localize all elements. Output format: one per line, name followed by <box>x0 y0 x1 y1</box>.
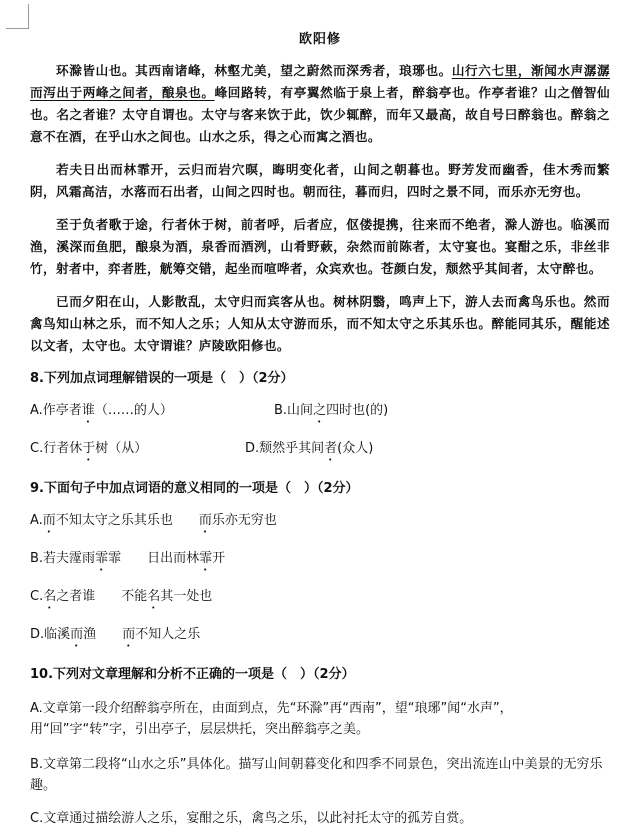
q9-c-dotted-2: 名 <box>147 589 161 604</box>
q9-option-a <box>30 512 610 536</box>
q8-a-dotted: 谁 <box>81 403 95 418</box>
q10-option-b: B.文章第二段将“山水之乐”具体化。描写山间朝暮变化和四季不同景色，突出流连山中美景的无穷乐趣。 <box>30 757 603 793</box>
q10-option-c: C.文章通过描绘游人之乐，宴酣之乐，禽鸟之乐，以此衬托太守的孤芳自赏。 <box>30 811 473 826</box>
q9-option-c <box>30 588 610 612</box>
q9-b-pre: B.若夫霪雨 <box>30 551 96 566</box>
q10-option-a: A.文章第一段介绍醉翁亭所在，由面到点，先“环滁”再“西南”，望“琅琊”闻“水声”，用“回”字“转”字，引出亭子，层层烘托，突出醉翁亭之美。 <box>30 701 513 737</box>
q9-c-post: 其一处也 <box>160 589 213 604</box>
q8-option-c <box>30 440 245 464</box>
q9-d-dotted-1: 而 <box>70 627 84 642</box>
passage-paragraph-1 <box>30 60 610 148</box>
q9-a-dotted-1: 而 <box>42 513 56 528</box>
q9-b-post: 开 <box>212 551 226 566</box>
q9-b-mid: 霏 日出而林 <box>108 551 200 566</box>
passage-paragraph-4: 已而夕阳在山，人影散乱，太守归而宾客从也。树林阴翳，鸣声上下，游人去而禽鸟乐也。然而禽鸟知山林之乐，而不知人之乐；人知从太守游而乐，而不知太守之乐其乐也。醉能同其乐，醒能述以文者，太守也。太守谓谁？庐陵欧阳修也。 <box>30 294 610 353</box>
p1-text-b: 峰回路转，有亭翼然临于泉上者，醉翁亭也。作亭者谁？山之僧智仙也。名之者谁？太守自谓也。太守与客来饮于此，饮少辄醉，而年又最高，故自号曰醉翁也。醉翁之意不在酒，在乎山水之间也。山水之乐，得之心而寓之酒也。 <box>30 85 610 144</box>
q9-d-pre: D.临溪 <box>30 627 71 642</box>
q9-d-dotted-2: 而 <box>122 627 136 642</box>
passage-paragraph-2: 若夫日出而林霏开，云归而岩穴暝，晦明变化者，山间之朝暮也。野芳发而幽香，佳木秀而繁阴，风霜高洁，水落而石出者，山间之四时也。朝而往，暮而归，四时之景不同，而乐亦无穷也。 <box>30 162 610 199</box>
q8-option-a <box>30 402 274 426</box>
q9-a-post: 乐亦无穷也 <box>211 513 277 528</box>
question-9: 9.下面句子中加点词语的意义相同的一项是（ ）（2分） <box>30 481 359 496</box>
q8-a-post: （……的人） <box>94 403 173 418</box>
corner-mark-horizontal <box>6 28 29 29</box>
q8-d-post: (众人) <box>337 441 374 456</box>
q8-option-d <box>245 440 373 464</box>
q8-option-b <box>274 402 388 426</box>
q9-d-post: 不知人之乐 <box>135 627 201 642</box>
q8-c-dotted: 于 <box>82 441 96 456</box>
q9-c-pre: C. <box>30 589 44 604</box>
q8-c-post: 树（从） <box>95 441 148 456</box>
q9-b-dotted-2: 霏 <box>199 551 213 566</box>
author-title: 欧阳修 <box>298 32 341 47</box>
p1-underlined-sentence: 山行六七里，渐闻水声潺潺而泻出于两峰之间者，酿泉也。 <box>30 63 610 100</box>
q9-a-mid: 不知太守之乐其乐也 <box>55 513 199 528</box>
q8-options-row-2 <box>30 440 610 464</box>
q9-c-dotted-1: 名 <box>43 589 57 604</box>
q8-d-pre: D.颓然乎其间 <box>245 441 325 456</box>
q8-b-post: 四时也(的) <box>326 403 389 418</box>
q8-b-dotted: 之 <box>313 403 327 418</box>
passage-paragraph-3: 至于负者歌于途，行者休于树，前者呼，后者应，伛偻提携，往来而不绝者，滁人游也。临溪而渔，溪深而鱼肥，酿泉为酒，泉香而酒洌，山肴野蔌，杂然而前陈者，太守宴也。宴酣之乐，非丝非竹，射者中，弈者胜，觥筹交错，起坐而喧哗者，众宾欢也。苍颜白发，颓然乎其间者，太守醉也。 <box>30 217 610 276</box>
q9-c-mid: 之者谁 不能 <box>56 589 148 604</box>
p1-text-a: 环滁皆山也。其西南诸峰，林壑尤美，望之蔚然而深秀者，琅琊也。 <box>56 63 452 78</box>
q9-a-pre: A. <box>30 513 43 528</box>
document-page <box>30 28 610 828</box>
q8-a-pre: A.作亭者 <box>30 403 82 418</box>
question-10: 10.下列对文章理解和分析不正确的一项是（ ）（2分） <box>30 667 355 682</box>
page-corner-mark <box>0 0 30 30</box>
q8-c-pre: C.行者休 <box>30 441 83 456</box>
q8-options-row-1 <box>30 402 610 426</box>
corner-mark-vertical <box>28 4 29 28</box>
q8-d-dotted: 者 <box>324 441 338 456</box>
q9-d-mid: 渔 <box>83 627 123 642</box>
q9-option-b <box>30 550 610 574</box>
question-8: 8.下列加点词理解错误的一项是（ ）（2分） <box>30 371 294 386</box>
q9-b-dotted-1: 霏 <box>95 551 109 566</box>
q9-option-d <box>30 626 610 650</box>
q9-a-dotted-2: 而 <box>198 513 212 528</box>
q8-b-pre: B.山间 <box>274 403 314 418</box>
